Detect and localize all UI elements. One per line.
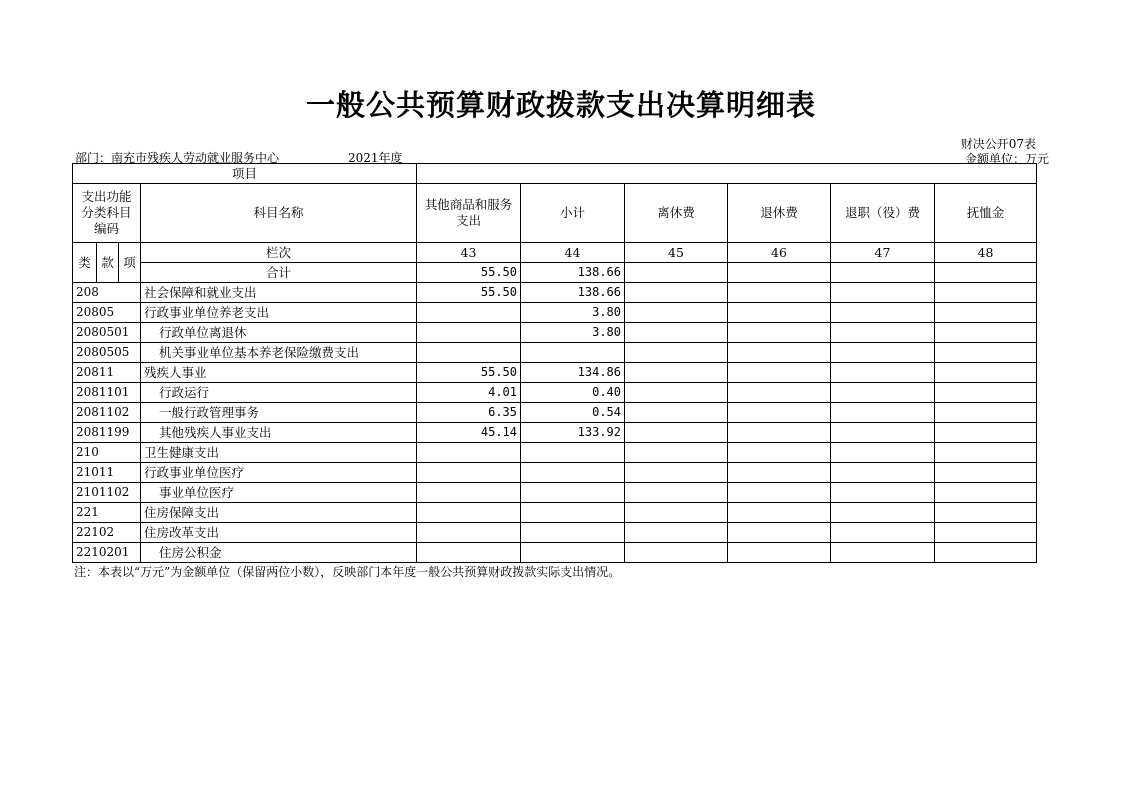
row-name: 住房公积金 [141, 543, 417, 563]
row-c48 [935, 463, 1037, 483]
row-c45 [625, 463, 728, 483]
row-c43 [417, 503, 521, 523]
row-c44: 138.66 [521, 283, 625, 303]
row-c46 [728, 363, 831, 383]
row-c45 [625, 303, 728, 323]
row-c44 [521, 483, 625, 503]
row-c45 [625, 283, 728, 303]
row-c47 [831, 503, 935, 523]
row-c48 [935, 523, 1037, 543]
row-c47 [831, 303, 935, 323]
row-c44: 0.54 [521, 403, 625, 423]
row-c47 [831, 483, 935, 503]
col-header-43: 其他商品和服务支出 [417, 184, 521, 243]
row-c45 [625, 363, 728, 383]
table-row [73, 323, 1037, 343]
row-c48 [935, 503, 1037, 523]
row-name: 住房保障支出 [141, 503, 417, 523]
row-name: 残疾人事业 [141, 363, 417, 383]
row-code: 21011 [73, 463, 141, 483]
row-c46 [728, 523, 831, 543]
row-c43: 55.50 [417, 283, 521, 303]
row-c48 [935, 303, 1037, 323]
row-c43 [417, 323, 521, 343]
row-c45 [625, 423, 728, 443]
row-c46 [728, 463, 831, 483]
lei-header: 类 [73, 243, 97, 283]
department-label: 部门：南充市残疾人劳动就业服务中心 [75, 151, 280, 165]
row-c44 [521, 443, 625, 463]
row-c43: 55.50 [417, 363, 521, 383]
row-c48 [935, 343, 1037, 363]
row-c44 [521, 463, 625, 483]
table-row [73, 383, 1037, 403]
row-c47 [831, 403, 935, 423]
col-num-47: 47 [831, 243, 935, 263]
row-c48 [935, 283, 1037, 303]
table-row [73, 363, 1037, 383]
row-name: 行政事业单位医疗 [141, 463, 417, 483]
row-code: 2081102 [73, 403, 141, 423]
total-label: 合计 [141, 263, 417, 283]
row-c47 [831, 383, 935, 403]
row-c46 [728, 383, 831, 403]
row-c45 [625, 343, 728, 363]
col-header-47: 退职（役）费 [831, 184, 935, 243]
row-name: 行政事业单位养老支出 [141, 303, 417, 323]
row-c48 [935, 323, 1037, 343]
row-c47 [831, 363, 935, 383]
row-c46 [728, 323, 831, 343]
col-num-46: 46 [728, 243, 831, 263]
row-c47 [831, 423, 935, 443]
xiang-header: 项 [119, 243, 141, 283]
table-row [73, 463, 1037, 483]
row-c44 [521, 523, 625, 543]
row-c47 [831, 543, 935, 563]
col-header-45: 离休费 [625, 184, 728, 243]
table-row [73, 303, 1037, 323]
row-c44 [521, 503, 625, 523]
row-code: 2101102 [73, 483, 141, 503]
total-c44: 138.66 [521, 263, 625, 283]
page-title: 一般公共预算财政拨款支出决算明细表 [305, 88, 816, 122]
row-c46 [728, 343, 831, 363]
row-c43 [417, 543, 521, 563]
row-c44: 3.80 [521, 303, 625, 323]
row-name: 社会保障和就业支出 [141, 283, 417, 303]
kuan-header: 款 [97, 243, 119, 283]
row-c47 [831, 463, 935, 483]
row-code: 2081101 [73, 383, 141, 403]
row-c43: 45.14 [417, 423, 521, 443]
year-label: 2021年度 [348, 151, 403, 165]
row-c43: 4.01 [417, 383, 521, 403]
row-c45 [625, 523, 728, 543]
header-row-lanci [73, 243, 1037, 263]
row-c44: 0.40 [521, 383, 625, 403]
col-num-43: 43 [417, 243, 521, 263]
row-c44 [521, 343, 625, 363]
row-c48 [935, 543, 1037, 563]
row-code: 208 [73, 283, 141, 303]
row-code: 20805 [73, 303, 141, 323]
col-num-45: 45 [625, 243, 728, 263]
col-header-46: 退休费 [728, 184, 831, 243]
row-c43 [417, 303, 521, 323]
total-row [73, 263, 1037, 283]
row-c45 [625, 543, 728, 563]
expenditure-table [72, 163, 1037, 563]
row-c45 [625, 383, 728, 403]
row-name: 行政运行 [141, 383, 417, 403]
name-header: 科目名称 [141, 184, 417, 243]
row-c43: 6.35 [417, 403, 521, 423]
row-c47 [831, 523, 935, 543]
row-c44: 133.92 [521, 423, 625, 443]
row-c44: 3.80 [521, 323, 625, 343]
row-c48 [935, 483, 1037, 503]
row-c48 [935, 443, 1037, 463]
row-c48 [935, 383, 1037, 403]
row-c45 [625, 403, 728, 423]
row-c43 [417, 463, 521, 483]
footnote: 注：本表以“万元”为金额单位（保留两位小数），反映部门本年度一般公共预算财政拨款实际支出情况。 [74, 565, 621, 579]
row-c45 [625, 483, 728, 503]
total-c43: 55.50 [417, 263, 521, 283]
table-row [73, 343, 1037, 363]
row-code: 2081199 [73, 423, 141, 443]
row-code: 2080501 [73, 323, 141, 343]
row-name: 一般行政管理事务 [141, 403, 417, 423]
row-c43 [417, 483, 521, 503]
row-code: 20811 [73, 363, 141, 383]
row-c46 [728, 423, 831, 443]
row-c47 [831, 283, 935, 303]
row-c43 [417, 443, 521, 463]
table-row [73, 283, 1037, 303]
row-name: 住房改革支出 [141, 523, 417, 543]
row-c46 [728, 403, 831, 423]
code-header: 支出功能分类科目编码 [73, 184, 141, 243]
row-name: 事业单位医疗 [141, 483, 417, 503]
row-c45 [625, 443, 728, 463]
row-c47 [831, 323, 935, 343]
row-c43 [417, 523, 521, 543]
col-num-48: 48 [935, 243, 1037, 263]
row-c46 [728, 543, 831, 563]
row-c46 [728, 303, 831, 323]
row-c47 [831, 343, 935, 363]
row-c44 [521, 543, 625, 563]
row-code: 221 [73, 503, 141, 523]
row-c44: 134.86 [521, 363, 625, 383]
row-c48 [935, 363, 1037, 383]
row-c48 [935, 403, 1037, 423]
row-c47 [831, 443, 935, 463]
row-code: 2210201 [73, 543, 141, 563]
form-number: 财决公开07表 [960, 137, 1036, 151]
row-code: 210 [73, 443, 141, 463]
table-row [73, 483, 1037, 503]
table-row [73, 523, 1037, 543]
row-name: 其他残疾人事业支出 [141, 423, 417, 443]
header-row-columns [73, 184, 1037, 243]
table-row [73, 503, 1037, 523]
row-c46 [728, 283, 831, 303]
row-c43 [417, 343, 521, 363]
table-row [73, 403, 1037, 423]
table-row [73, 423, 1037, 443]
row-c45 [625, 323, 728, 343]
row-name: 机关事业单位基本养老保险缴费支出 [141, 343, 417, 363]
header-row-project [73, 164, 1037, 184]
row-c46 [728, 503, 831, 523]
row-name: 卫生健康支出 [141, 443, 417, 463]
unit-label: 金额单位：万元 [964, 152, 1049, 166]
row-c48 [935, 423, 1037, 443]
row-name: 行政单位离退休 [141, 323, 417, 343]
row-c46 [728, 443, 831, 463]
table-row [73, 543, 1037, 563]
col-num-44: 44 [521, 243, 625, 263]
col-header-44: 小计 [521, 184, 625, 243]
project-header: 项目 [73, 164, 417, 184]
row-c46 [728, 483, 831, 503]
col-header-48: 抚恤金 [935, 184, 1037, 243]
row-c45 [625, 503, 728, 523]
lanci-label: 栏次 [141, 243, 417, 263]
table-row [73, 443, 1037, 463]
row-code: 2080505 [73, 343, 141, 363]
row-code: 22102 [73, 523, 141, 543]
